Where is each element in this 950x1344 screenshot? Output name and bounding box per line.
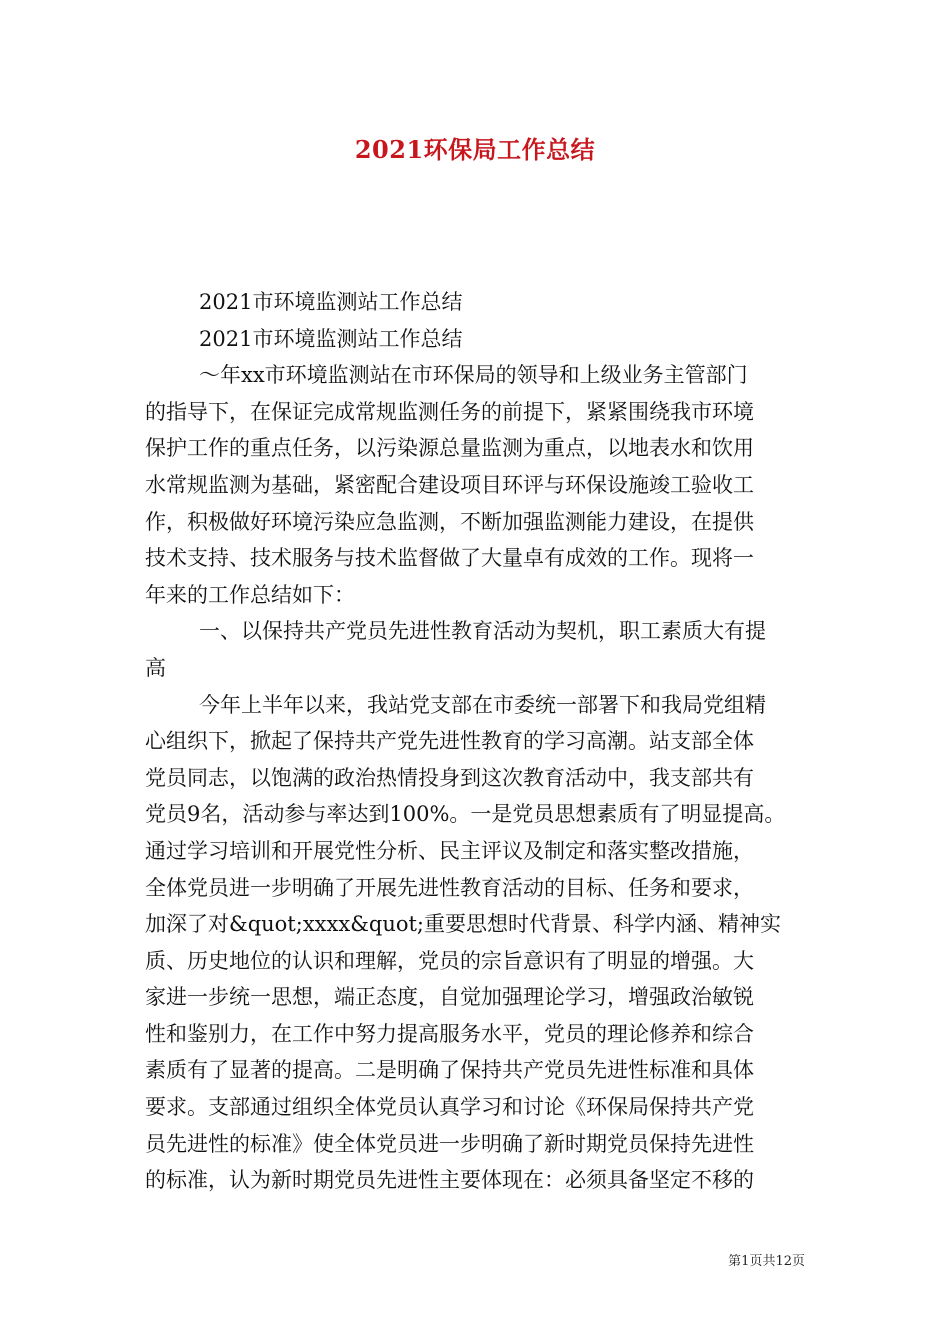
- text-line: 素质有了显著的提高。二是明确了保持共产党员先进性标准和具体: [145, 1058, 754, 1083]
- text-line: ～年xx市环境监测站在市环保局的领导和上级业务主管部门: [199, 363, 748, 388]
- text-line: 党员同志，以饱满的政治热情投身到这次教育活动中，我支部共有: [145, 765, 754, 790]
- text-line: 党员9名，活动参与率达到100%。一是党员思想素质有了明显提高。: [145, 802, 786, 827]
- text-line: 要求。支部通过组织全体党员认真学习和讨论《环保局保持共产党: [145, 1095, 754, 1120]
- text-line: 通过学习培训和开展党性分析、民主评议及制定和落实整改措施，: [145, 838, 754, 863]
- text-line: 家进一步统一思想，端正态度，自觉加强理论学习，增强政治敏锐: [145, 985, 754, 1010]
- text-line: 作，积极做好环境污染应急监测，不断加强监测能力建设，在提供: [145, 509, 754, 534]
- text-line: 员先进性的标准》使全体党员进一步明确了新时期党员保持先进性: [145, 1131, 754, 1156]
- text-line: 的标准，认为新时期党员先进性主要体现在：必须具备坚定不移的: [145, 1168, 754, 1193]
- text-line: 的指导下，在保证完成常规监测任务的前提下，紧紧围绕我市环境: [145, 399, 754, 424]
- section-heading: 一、以保持共产党员先进性教育活动为契机，职工素质大有提: [199, 619, 766, 644]
- text-line: 技术支持、技术服务与技术监督做了大量卓有成效的工作。现将一: [145, 546, 754, 571]
- text-line: 今年上半年以来，我站党支部在市委统一部署下和我局党组精: [199, 692, 766, 717]
- text-line: 2021市环境监测站工作总结: [199, 326, 463, 351]
- page-number: 第1页共12页: [728, 1254, 805, 1269]
- section-heading-cont: 高: [145, 655, 166, 680]
- text-line: 全体党员进一步明确了开展先进性教育活动的目标、任务和要求，: [145, 875, 754, 900]
- text-line: 年来的工作总结如下：: [145, 582, 355, 607]
- page-title: 2021环保局工作总结: [354, 135, 596, 164]
- text-line: 保护工作的重点任务，以污染源总量监测为重点，以地表水和饮用: [145, 436, 754, 461]
- text-line: 质、历史地位的认识和理解，党员的宗旨意识有了明显的增强。大: [145, 948, 754, 973]
- text-line: 性和鉴别力，在工作中努力提高服务水平，党员的理论修养和综合: [145, 1021, 754, 1046]
- text-line: 2021市环境监测站工作总结: [199, 290, 463, 314]
- text-line: 心组织下，掀起了保持共产党先进性教育的学习高潮。站支部全体: [145, 729, 754, 754]
- text-line: 加深了对&quot;xxxx&quot;重要思想时代背景、科学内涵、精神实: [145, 912, 782, 937]
- text-line: 水常规监测为基础，紧密配合建设项目环评与环保设施竣工验收工: [145, 472, 754, 497]
- document-body: [145, 284, 810, 1199]
